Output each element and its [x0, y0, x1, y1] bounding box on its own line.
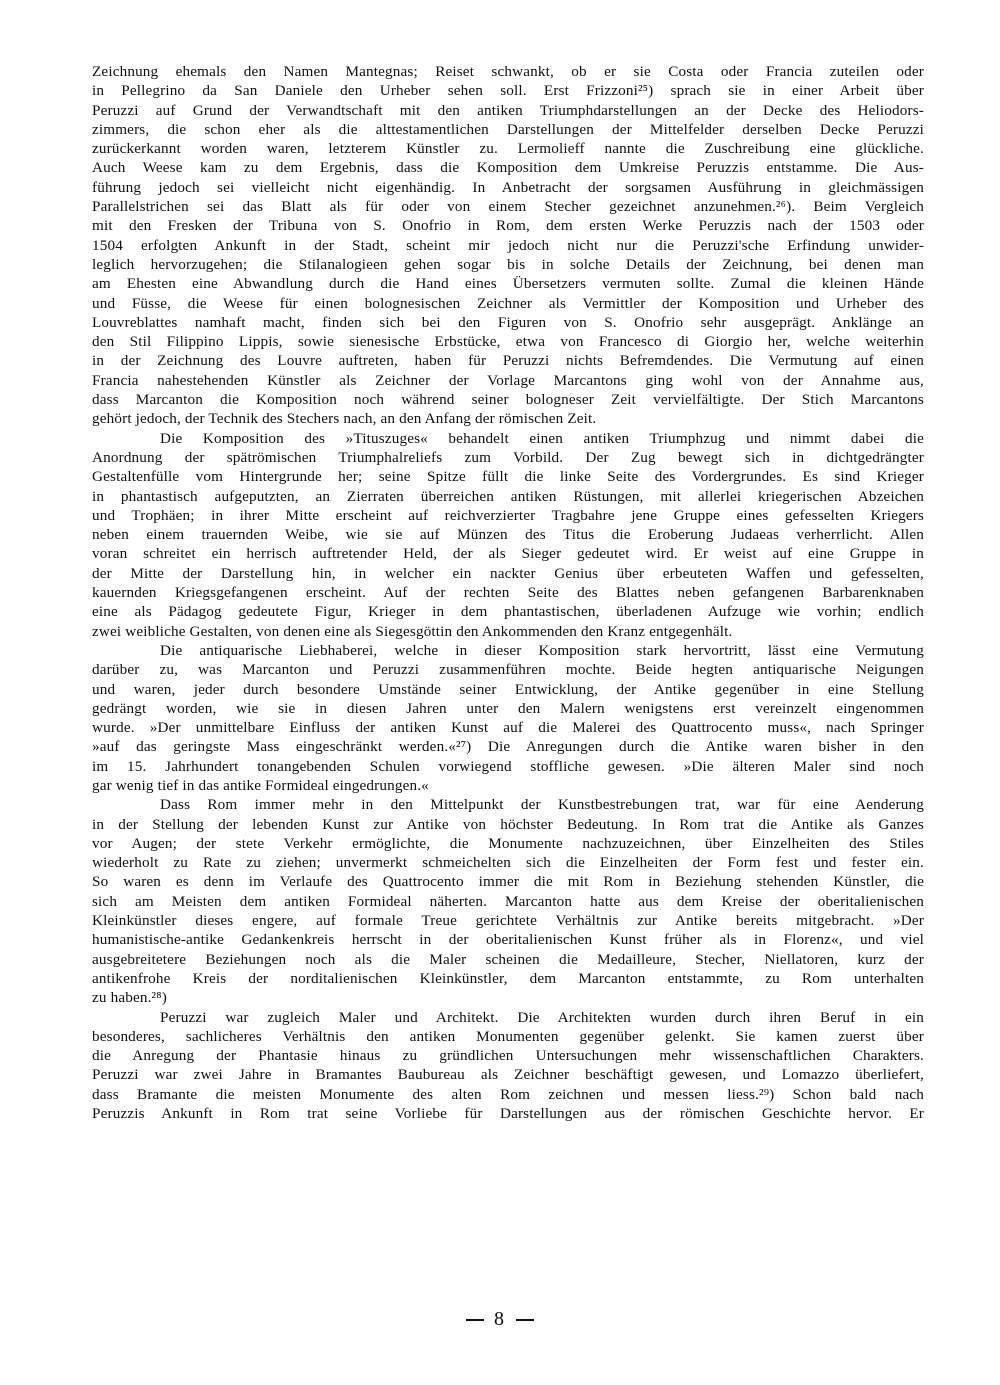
- text-line: Dass Rom immer mehr in den Mittelpunkt der Kunstbestrebungen trat, war für eine Aenderung: [160, 796, 924, 814]
- text-line: humanistische-antike Gedankenkreis herrscht in der oberitalienischen Kunst früher als in Florenz«, und viel: [92, 931, 924, 949]
- paragraph: [92, 429, 924, 641]
- text-line: voran schreitet ein herrisch auftretender Held, der als Sieger gedeutet wird. Er weist auf eine Gruppe in: [92, 545, 924, 563]
- text-line: wiederholt zu Rate zu ziehen; unvermerkt schmeichelten sich die Einzelheiten der Form fest und fester ein.: [92, 854, 924, 872]
- text-line: Peruzzi war zwei Jahre in Bramantes Baubureau als Zeichner beschäftigt gewesen, und Lomazzo überliefert,: [92, 1066, 924, 1084]
- text-line: Kleinkünstler dieses engere, auf formale Treue gerichtete Verhältnis zur Antike bereits mitgebracht. »Der: [92, 912, 924, 930]
- body-text: [92, 62, 924, 1123]
- text-line: Die Komposition des »Tituszuges« behandelt einen antiken Triumphzug und nimmt dabei die: [160, 429, 924, 447]
- text-line: gehört jedoch, der Technik des Stechers nach, an den Anfang der römischen Zeit.: [92, 410, 597, 428]
- text-line: in Pellegrino da San Daniele den Urheber sehen soll. Erst Frizzoni²⁵) sprach sie in einer Arbeit über: [92, 82, 924, 100]
- paragraph: [92, 1008, 924, 1124]
- text-line: So waren es denn im Verlaufe des Quattrocento immer die mit Rom in Beziehung stehenden Künstler, die: [92, 873, 924, 891]
- text-line: Louvreblattes namhaft macht, finden sich bei den Figuren von S. Onofrio sehr ausgeprägt. Anklänge an: [92, 313, 924, 331]
- text-line: ausgebreitetere Beziehungen noch als die Maler scheinen die Medailleure, Stecher, Niellatoren, kurz der: [92, 950, 924, 968]
- text-line: »auf das geringste Mass eingeschränkt werden.«²⁷) Die Anregungen durch die Antike waren bisher in den: [92, 738, 924, 756]
- text-line: Peruzzis Ankunft in Rom trat seine Vorliebe für Darstellungen aus der römischen Geschichte hervor. Er: [92, 1105, 924, 1123]
- text-line: und Füsse, die Weese für einen bolognesischen Zeichner als Vermittler der Komposition und Urheber des: [92, 294, 924, 312]
- text-line: zimmers, die schon eher als die alttestamentlichen Darstellungen der Mittelfelder derselben Decke Peruzzi: [92, 120, 924, 138]
- text-line: Peruzzi war zugleich Maler und Architekt. Die Architekten wurden durch ihren Beruf in ein: [160, 1008, 924, 1026]
- text-line: am Ehesten eine Abwandlung durch die Hand eines Übersetzers vermuten sollte. Zumal die kleinen Hände: [92, 275, 924, 293]
- text-line: in der Stellung der lebenden Kunst zur Antike von höchster Bedeutung. In Rom trat die Antike als Ganzes: [92, 815, 924, 833]
- text-line: der Mitte der Darstellung hin, in welcher ein nackter Genius über erbeuteten Waffen und gefesselten,: [92, 564, 924, 582]
- text-line: und waren, jeder durch besondere Umstände seiner Entwicklung, der Antike gegenüber in eine Stellung: [92, 680, 924, 698]
- text-line: eine als Pädagog gedeutete Figur, Krieger in dem phantastischen, überladenen Aufzuge wie vorhin; endlich: [92, 603, 924, 621]
- text-line: in phantastisch aufgeputzten, an Zierraten überreichen antiken Rüstungen, mit allerlei kriegerischen Abzeichen: [92, 487, 924, 505]
- paragraph: [92, 62, 924, 429]
- text-line: antikenfrohe Kreis der norditalienischen Kleinkünstler, dem Marcanton entstammte, zu Rom unterhalten: [92, 969, 924, 987]
- dash-left: [466, 1319, 484, 1321]
- text-line: Gestaltenfülle vom Hintergrunde her; seine Spitze füllt die linke Seite des Vordergrundes. Es sind Krieger: [92, 468, 924, 486]
- text-line: Zeichnung ehemals den Namen Mantegnas; Reiset schwankt, ob er sie Costa oder Francia zuteilen oder: [92, 63, 924, 80]
- text-line: und Trophäen; in ihrer Mitte erscheint auf reichverzierter Tragbahre jene Gruppe eines gefesselten Kriegers: [92, 506, 924, 524]
- text-line: die Anregung der Phantasie hinaus zu gründlichen Untersuchungen mehr wissenschaftlichen Charakters.: [92, 1047, 924, 1065]
- text-line: dass Bramante die meisten Monumente des alten Rom zeichnen und messen liess.²⁹) Schon bald nach: [92, 1085, 924, 1103]
- text-line: zurückerkannt worden waren, letzterem Künstler zu. Lermolieff nannte die Zuschreibung eine glückliche.: [92, 140, 924, 158]
- text-line: Peruzzi auf Grund der Verwandtschaft mit den antiken Triumphdarstellungen an der Decke des Heliodors-: [92, 101, 924, 119]
- text-line: leglich hervorzugehen; die Stilanalogieen gehen sogar bis in solche Details der Zeichnung, bei denen man: [92, 255, 924, 273]
- dash-right: [516, 1319, 534, 1321]
- text-line: im 15. Jahrhundert tonangebenden Schulen vorwiegend stoffliche gewesen. »Die älteren Maler sind noch: [92, 757, 924, 775]
- text-line: kauernden Kriegsgefangenen erscheint. Auf der rechten Seite des Blattes neben gefangenen Barbarenknaben: [92, 584, 924, 602]
- text-line: den Stil Filippino Lippis, sowie sienesische Erbstücke, etwa von Francesco di Giorgio her, welche weiterhin: [92, 333, 924, 351]
- paragraph: [92, 795, 924, 1007]
- text-line: führung jedoch sei vielleicht nicht eigenhändig. In Anbetracht der sorgsamen Ausführung in gleichmässigen: [92, 178, 924, 196]
- text-line: Auch Weese kam zu dem Ergebnis, dass die Komposition dem Umkreise Peruzzis entstamme. Die Aus-: [92, 159, 924, 177]
- text-line: 1504 erfolgten Ankunft in der Stadt, scheint mir jedoch nicht nur die Peruzzi'sche Erfindung unwider-: [92, 236, 924, 254]
- text-line: Anordnung der spätrömischen Triumphalreliefs zum Vorbild. Der Zug bewegt sich in dichtgedrängter: [92, 448, 924, 466]
- text-line: dass Marcanton die Komposition noch während seiner bologneser Zeit vervielfältigte. Der Stich Marcantons: [92, 391, 924, 409]
- text-line: besonderes, sachlicheres Verhältnis den antiken Monumenten gegenüber gelenkt. Sie kamen zuerst über: [92, 1027, 924, 1045]
- text-line: sich am Meisten dem antiken Formideal näherten. Marcanton hatte aus dem Kreise der oberitalienischen: [92, 892, 924, 910]
- page-number-footer: [0, 1308, 1000, 1331]
- paragraph: [92, 641, 924, 795]
- text-line: wurde. »Der unmittelbare Einfluss der antiken Kunst auf die Malerei des Quattrocento muss«, nach Springer: [92, 719, 924, 737]
- text-line: neben einem trauernden Weibe, wie sie auf Münzen des Titus die Eroberung Judaeas verherrlicht. Allen: [92, 526, 924, 544]
- text-line: in der Zeichnung des Louvre auftreten, haben für Peruzzi nichts Befremdendes. Die Vermutung auf einen: [92, 352, 924, 370]
- text-line: gar wenig tief in das antike Formideal eingedrungen.«: [92, 776, 429, 794]
- text-line: Parallelstrichen sei das Blatt als für oder von einem Stecher gezeichnet anzunehmen.²⁶). Beim Vergleich: [92, 198, 924, 216]
- text-line: Francia nahestehenden Künstler als Zeichner der Vorlage Marcantons ging wohl von der Annahme aus,: [92, 371, 924, 389]
- page-number: 8: [494, 1308, 506, 1330]
- text-line: gedrängt worden, wie sie in diesen Jahren unter den Malern wenigstens erst vereinzelt eingenommen: [92, 699, 924, 717]
- text-line: mit den Fresken der Tribuna von S. Onofrio in Rom, dem ersten Werke Peruzzis nach der 1503 oder: [92, 217, 924, 235]
- text-line: darüber zu, was Marcanton und Peruzzi zusammenführen mochte. Beide hegten antiquarische Neigungen: [92, 661, 924, 679]
- text-line: Die antiquarische Liebhaberei, welche in dieser Komposition stark hervortritt, lässt eine Vermutung: [160, 641, 924, 659]
- text-line: vor Augen; der stete Verkehr ermöglichte, die Monumente nachzuzeichnen, über Einzelheiten des Stiles: [92, 834, 924, 852]
- text-line: zwei weibliche Gestalten, von denen eine als Siegesgöttin den Ankommenden den Kranz entgegenhält.: [92, 622, 733, 640]
- text-line: zu haben.²⁸): [92, 989, 167, 1007]
